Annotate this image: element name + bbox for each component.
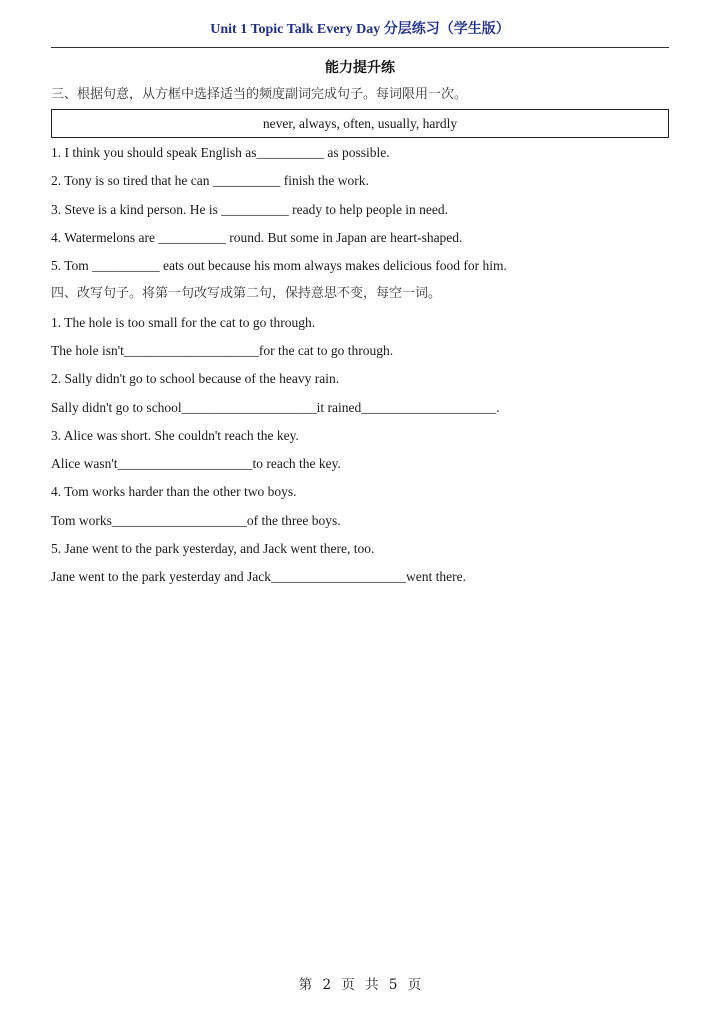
part4-item-3-original: 3. Alice was short. She couldn't reach the key. [51, 428, 299, 443]
part4-item-1-rewrite: The hole isn't____________________for the cat to go through. [51, 343, 394, 358]
part3-item-4: 4. Watermelons are __________ round. But some in Japan are heart-shaped. [51, 230, 463, 245]
part4-item-2-rewrite: Sally didn't go to school____________________it rained____________________. [51, 400, 500, 415]
part4-item-1-original: 1. The hole is too small for the cat to go through. [51, 315, 316, 330]
part3-instruction: 三、根据句意，从方框中选择适当的频度副词完成句子。每词限用一次。 [51, 87, 468, 102]
page-number-footer: 第 2 页 共 5 页 [298, 977, 422, 993]
part3-item-2: 2. Tony is so tired that he can __________ finish the work. [51, 173, 369, 188]
part4-item-2-original: 2. Sally didn't go to school because of the heavy rain. [51, 371, 340, 386]
part3-item-1: 1. I think you should speak English as__________ as possible. [51, 145, 390, 160]
part4-item-5-original: 5. Jane went to the park yesterday, and Jack went there, too. [51, 541, 375, 556]
part3-item-3: 3. Steve is a kind person. He is __________ ready to help people in need. [51, 202, 449, 217]
part4-instruction: 四、改写句子。将第一句改写成第二句，保持意思不变，每空一词。 [51, 286, 442, 301]
section-title: 能力提升练 [325, 60, 395, 76]
part3-item-5: 5. Tom __________ eats out because his mom always makes delicious food for him. [51, 258, 507, 273]
part4-item-5-rewrite: Jane went to the park yesterday and Jack____________________went there. [51, 569, 467, 584]
part4-item-4-rewrite: Tom works____________________of the three boys. [51, 513, 341, 528]
part4-item-3-rewrite: Alice wasn't____________________to reach the key. [51, 456, 341, 471]
word-box: never, always, often, usually, hardly [51, 109, 669, 138]
header-divider [51, 47, 669, 48]
document-header-title: Unit 1 Topic Talk Every Day 分层练习（学生版） [210, 22, 510, 37]
part4-item-4-original: 4. Tom works harder than the other two boys. [51, 484, 297, 499]
